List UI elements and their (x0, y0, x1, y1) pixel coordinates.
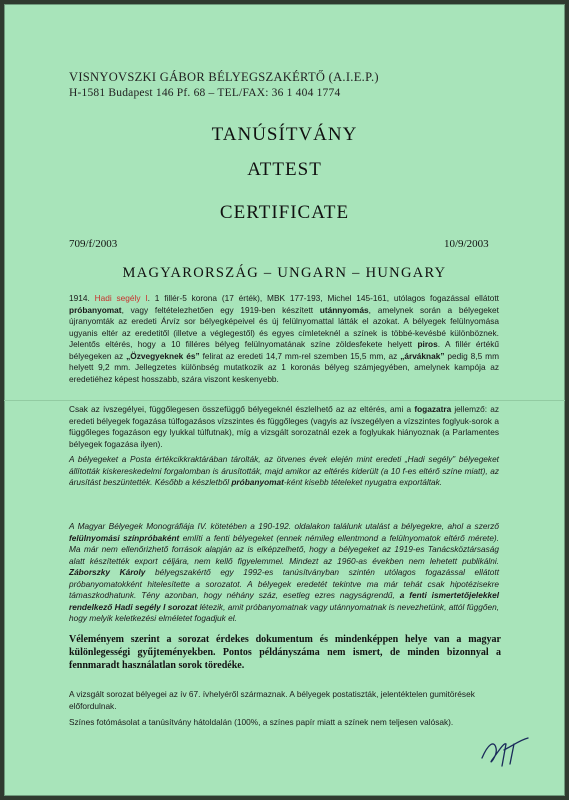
literature-paragraph (69, 521, 499, 625)
text-span: . 1 fillér-5 korona (17 érték), MBK 177-193, Michel 145-161, utólagos fogazással ellátott (147, 293, 499, 303)
text-span: említi a fenti bélyegeket (ennek némileg ellentmond a felülnyomatok eltérő mérete). Ma már nem ellenőrizhető források alapján az is elképzelhető, hogy a bélyegeket az 1919-es Tanácsköztársaság alatt készítették export céljára, nem kellő figyelemmel. Mindezt az 1960-as években nem lehetett publikálni. (69, 532, 500, 566)
perforation-paragraph (69, 404, 499, 450)
text-span-bold: próbanyomat (231, 477, 284, 487)
stamp-description-paragraph (69, 293, 499, 385)
text-span: . A fillér értékű bélyegeken az (69, 339, 499, 361)
text-span: létezik, amit próbanyomatnak vagy utánnyomatnak is nevezhetünk, attól függően, hogy melyik keletkezési elméletet fogadjuk el. (69, 601, 500, 623)
issuer-name: VISNYOVSZKI GÁBOR BÉLYEGSZAKÉRTŐ (A.I.E.P.) (69, 70, 379, 84)
issuer-address: H-1581 Budapest 146 Pf. 68 – TEL/FAX: 36 1 404 1774 (69, 87, 341, 99)
text-span-bold: fogazatra (414, 404, 452, 414)
photo-copy-note: Színes fotómásolat a tanúsítvány hátoldalán (100%, a színes papír miatt a színek nem teljesen valósak). (69, 717, 454, 727)
text-span: A Magyar Bélyegek Monográfiája IV. kötetében a 190-192. oldalakon találunk utalást a bélyegekre, ahol a szerző (69, 521, 499, 531)
storage-history-paragraph (69, 454, 499, 489)
signature-mark (474, 730, 534, 770)
text-span: bélyegszakértő egy 1992-es tanúsítványban szintén utólagos fogazással ellátott próbanyomatokként hitelesítette a sorozatot. A bélyegek eredetét tekintve ma már tehát csak hipotézisekre támaszkodhatunk. Tény azonban, hogy néhány száz, esetleg ezres nagyságrendű, (69, 567, 500, 600)
title-german: ATTEST (247, 159, 322, 180)
text-span-bold: a fenti ismertetőjelekkel rendelkező Hadi segély I sorozat (69, 590, 500, 612)
text-span: felirat az eredeti 14,7 mm-rel szemben 15,5 mm, az (199, 350, 401, 361)
text-span-bold: utánnyomás (319, 304, 369, 315)
text-span: A bélyegeket a Posta értékcikkraktárában tárolták, az ötvenes évek elején mint eredeti „Hadi segély” bélyegeket állították kiskereskedelmi forgalomban is árusították, majd amikor az eltérés kiderült (a 10 f-es eltérő színe miatt), az árusítást beszüntették. Később a készletből (69, 454, 499, 487)
text-span: Csak az ívszegélyei, függőlegesen összefüggő bélyegeknél észlelhető az az eltérés, ami a (69, 404, 415, 414)
text-span-bold: próbanyomat (69, 304, 122, 315)
text-span: , amelynek során a bélyegeket újranyomták az eredeti Árvíz sor bélyegképeivel és új felülnyomattal látták el azokat. A bélyegek felülnyomása ugyanis eltér az eredetitől (illetve a véglegestől) és egyes címleteknél a színek is többé-kevésbé különböznek. Jelentős eltérés, hogy a 10 filléres bélyeg felülnyomatának színe zöldesfekete helyett (69, 304, 499, 349)
text-span: -ként kisebb tételeket nyugatra exportáltak. (283, 477, 443, 487)
text-span-bold: Záborszky Károly (69, 567, 146, 577)
text-span: , vagy feltételezhetően egy 1919-ben készített (121, 304, 320, 315)
country-line: MAGYARORSZÁG – UNGARN – HUNGARY (122, 265, 447, 281)
text-span: 1914. (69, 293, 95, 303)
text-span-bold: piros (417, 339, 438, 349)
sheet-position-paragraph: A vizsgált sorozat bélyegei az ív 67. ívhelyéről származnak. A bélyegek postatiszták, jelentéktelen gumitörések előfordulnak. (69, 689, 475, 711)
text-span-bold: „árváknak” (400, 350, 445, 361)
opinion-paragraph: Véleményem szerint a sorozat érdekes dokumentum és mindenképpen helye van a magyar különlegességi gyűjteményekben. Pontos példányszáma nem ismert, de minden bizonnyal a fennmaradt használatlan sorok töredéke. (69, 634, 501, 671)
text-span: pedig 8,5 mm helyett 9,2 mm. Jellegzetes különbség mutatkozik az 1 koronás bélyeg számjegyében, amelynek kampója az eredetiéhez képest hosszabb, szára viszont keskenyebb. (69, 350, 499, 384)
text-span-bold: felülnyomási színpróbaként (69, 532, 180, 543)
text-span: jellemző: az eredeti bélyegek fogazása túlfogazásos vízszintes és függőleges (vagyis az ívszegélyen a vízszintes foglyuk-sorok a függőleges fogazáson egy lyukkal túlfutnak), míg a vizsgált sorozatnál ezek a foglyukak hiányoznak (a Parlamentes bélyegek fogazása ilyen). (69, 404, 499, 449)
text-span-bold: „Özvegyeknek és” (126, 350, 200, 361)
reference-number: 709/f/2003 (69, 238, 118, 250)
certificate-date: 10/9/2003 (444, 238, 489, 250)
title-hungarian: TANÚSÍTVÁNY (211, 124, 358, 145)
paper-fold-line (4, 400, 565, 401)
certificate-sheet (4, 4, 565, 796)
text-span-red: Hadi segély I (94, 293, 148, 303)
title-english: CERTIFICATE (219, 202, 350, 223)
